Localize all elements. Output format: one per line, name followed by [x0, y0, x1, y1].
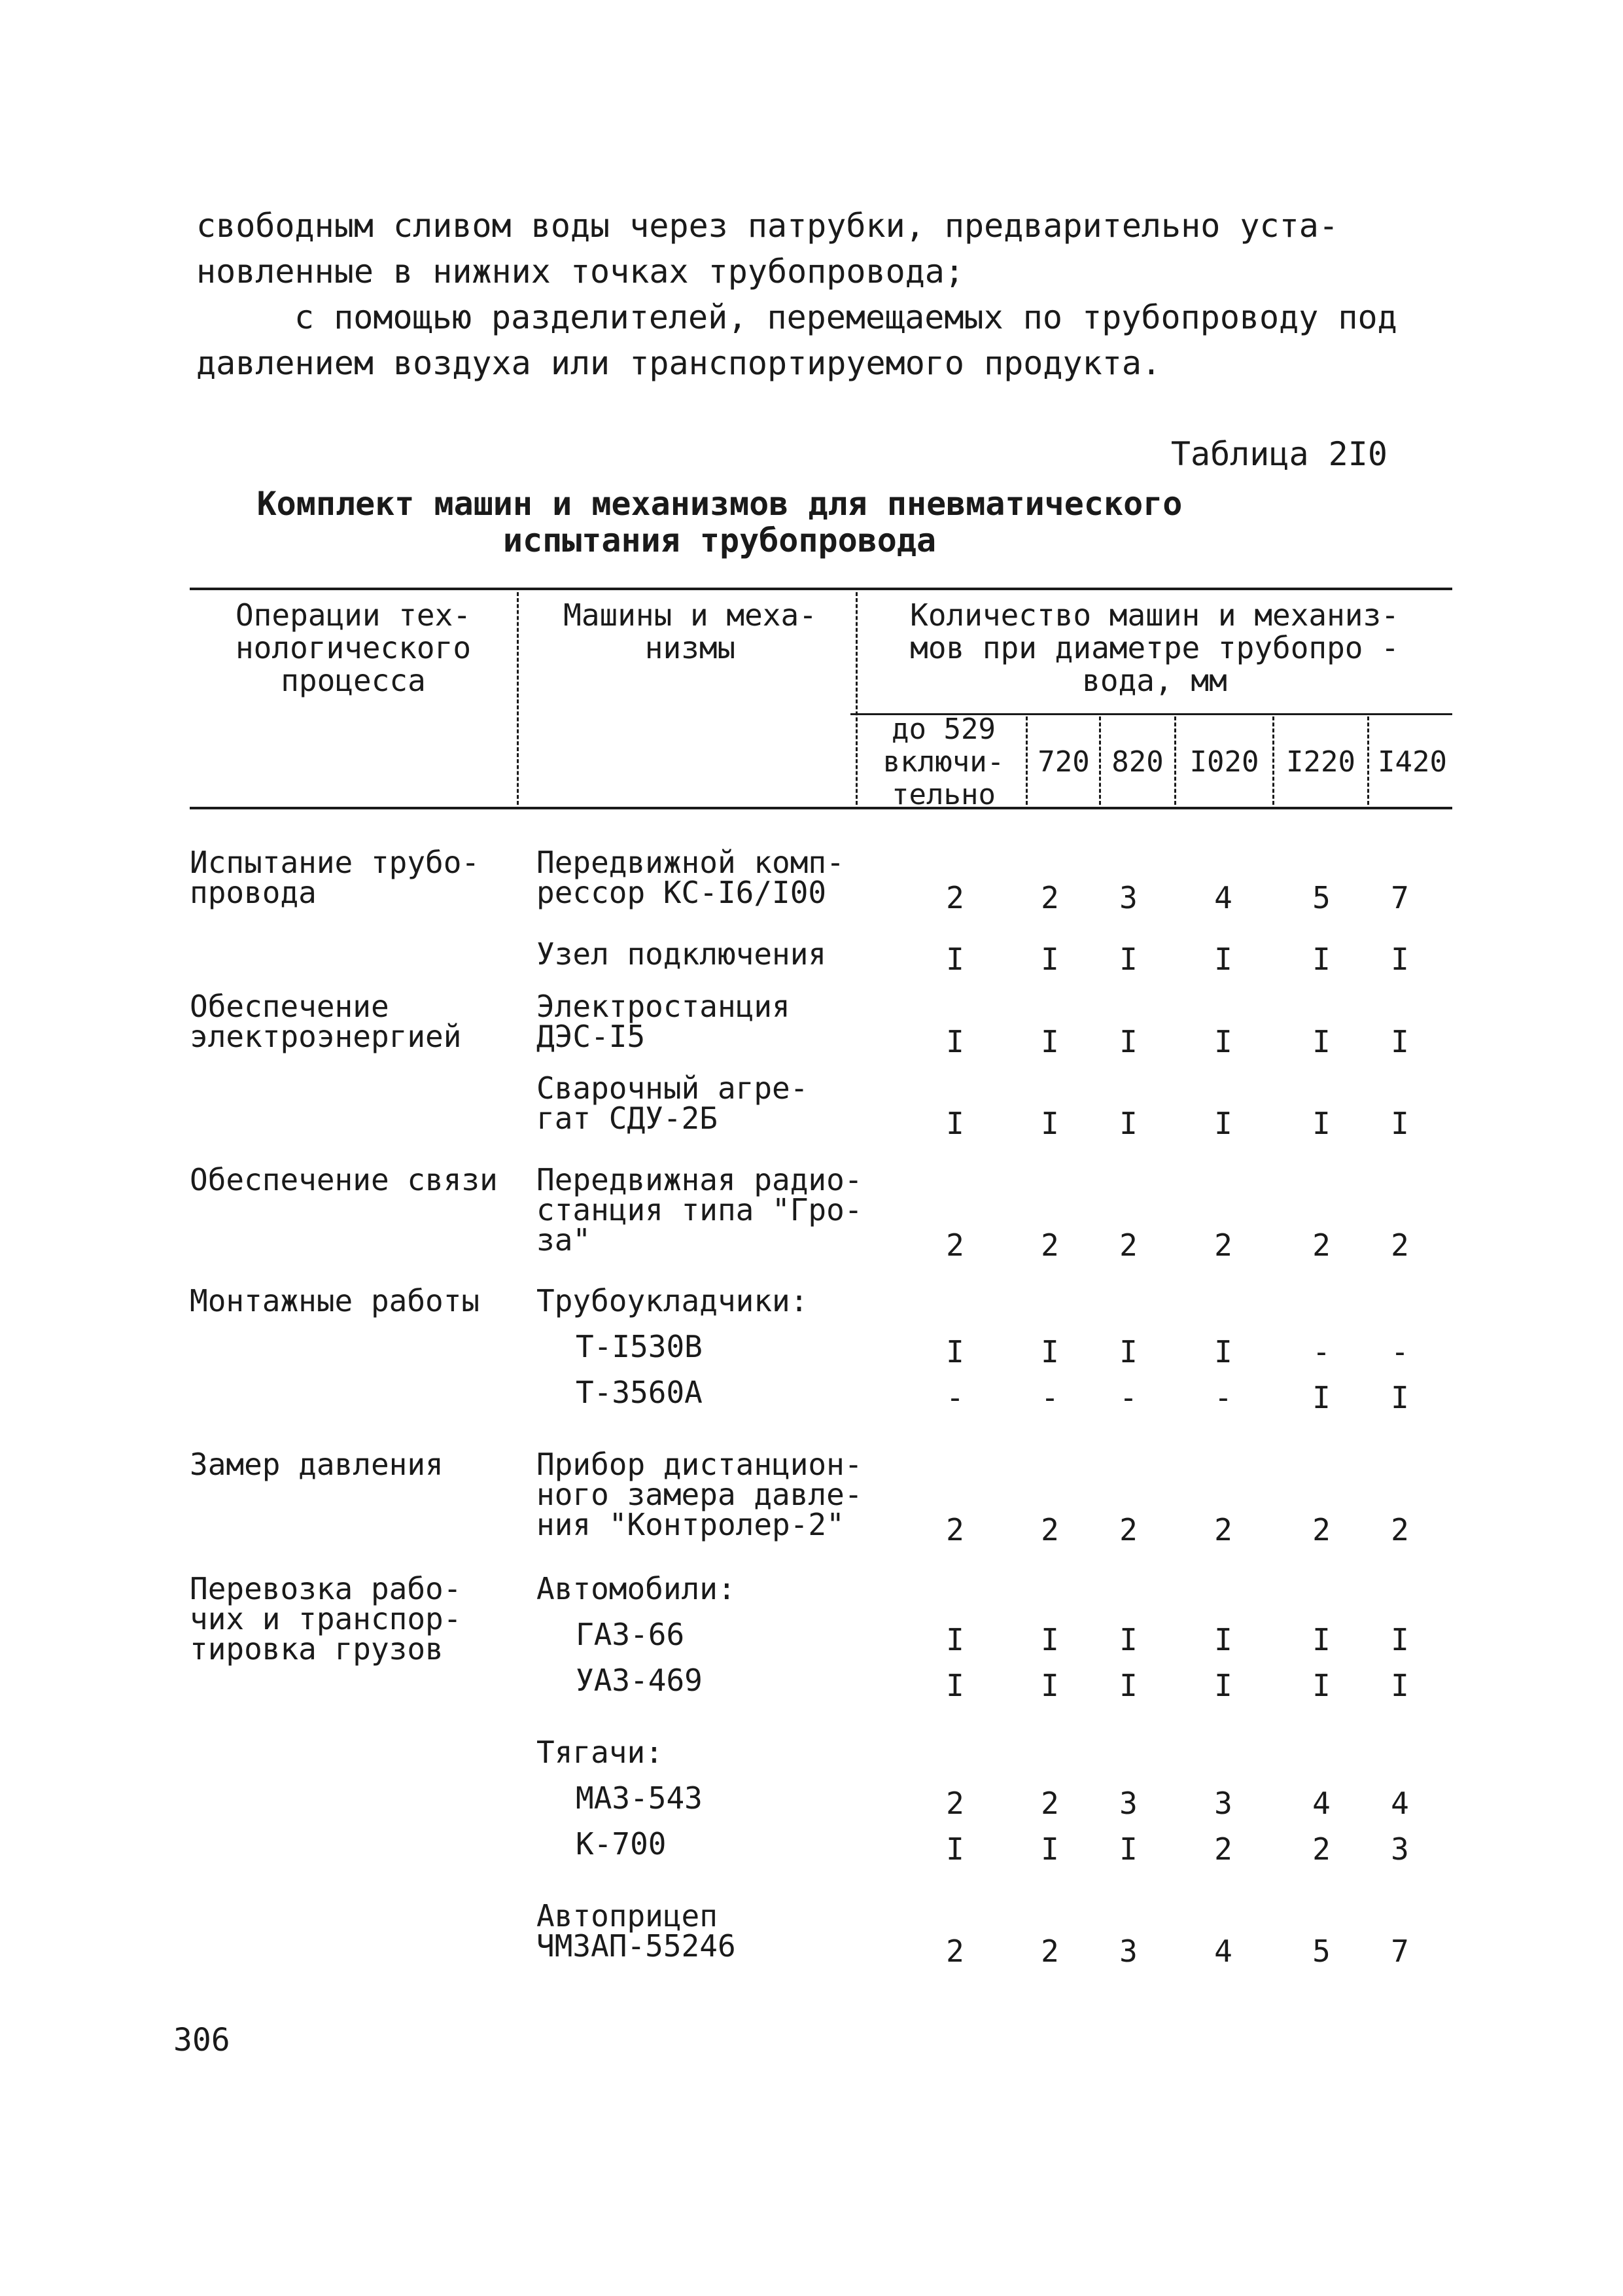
quantity-cell: 2	[946, 1934, 964, 1969]
quantity-cell: I	[946, 1668, 964, 1703]
quantity-cell: 2	[1312, 1512, 1331, 1547]
intro-line-3: с помощью разделителей, перемещаемых по трубопроводу под	[294, 298, 1397, 336]
machine-cell: Передвижная радио- станция типа "Гро- за"	[536, 1162, 863, 1258]
quantity-cell: I	[1312, 1106, 1331, 1141]
quantity-cell: 4	[1312, 1786, 1331, 1821]
header-divider-d3	[1272, 716, 1274, 805]
quantity-cell: 7	[1391, 880, 1409, 915]
header-divider-d1	[1099, 716, 1101, 805]
header-d4: I220	[1286, 745, 1355, 779]
machine-cell: К-700	[576, 1826, 667, 1862]
quantity-cell: I	[1312, 1668, 1331, 1703]
quantity-cell: 2	[946, 880, 964, 915]
quantity-cell: -	[1119, 1380, 1138, 1415]
header-d1: 720	[1038, 745, 1090, 779]
table-title-line-2: испытания трубопровода	[502, 521, 937, 559]
quantity-cell: -	[1391, 1334, 1409, 1369]
quantity-cell: I	[1214, 1106, 1232, 1141]
quantity-cell: I	[1214, 1622, 1232, 1657]
operation-cell: Монтажные работы	[190, 1283, 480, 1318]
quantity-cell: 2	[946, 1786, 964, 1821]
quantity-cell: -	[1312, 1334, 1331, 1369]
quantity-cell: I	[1041, 1668, 1059, 1703]
quantity-cell: I	[1391, 1622, 1409, 1657]
machine-cell: МАЗ-543	[576, 1780, 703, 1816]
header-operation: Операции тех- нологического процесса	[235, 597, 472, 698]
quantity-cell: 2	[1312, 1831, 1331, 1867]
quantity-cell: 2	[946, 1227, 964, 1263]
table-number: Таблица 2I0	[1170, 435, 1387, 473]
operation-cell: Испытание трубо- провода	[190, 845, 480, 910]
machine-cell: ГАЗ-66	[576, 1617, 685, 1652]
quantity-cell: I	[946, 1106, 964, 1141]
quantity-cell: 4	[1214, 1934, 1232, 1969]
quantity-cell: 2	[1391, 1227, 1409, 1263]
machine-cell: Сварочный агре- гат СДУ-2Б	[536, 1070, 809, 1136]
quantity-cell: 2	[1391, 1512, 1409, 1547]
header-divider-op	[517, 592, 519, 805]
quantity-cell: 2	[1119, 1227, 1138, 1263]
quantity-cell: I	[1119, 1106, 1138, 1141]
quantity-cell: 3	[1119, 880, 1138, 915]
quantity-cell: 4	[1214, 880, 1232, 915]
quantity-cell: I	[1119, 1024, 1138, 1059]
quantity-cell: 3	[1119, 1786, 1138, 1821]
quantity-cell: 2	[1041, 1786, 1059, 1821]
quantity-cell: 4	[1391, 1786, 1409, 1821]
quantity-cell: 3	[1214, 1786, 1232, 1821]
quantity-cell: I	[1312, 942, 1331, 977]
quantity-cell: I	[946, 1024, 964, 1059]
quantity-cell: I	[1391, 1106, 1409, 1141]
operation-cell: Замер давления	[190, 1447, 444, 1482]
quantity-cell: I	[1119, 1831, 1138, 1867]
quantity-cell: I	[1391, 1380, 1409, 1415]
machine-cell: Передвижной комп- рессор КС-I6/I00	[536, 845, 845, 910]
quantity-cell: I	[1041, 1024, 1059, 1059]
quantity-cell: I	[1391, 1024, 1409, 1059]
quantity-cell: I	[1041, 1622, 1059, 1657]
header-divider-d2	[1174, 716, 1176, 805]
intro-line-2: новленные в нижних точках трубопровода;	[196, 253, 964, 291]
operation-cell: Перевозка рабо- чих и транспор- тировка грузов	[190, 1571, 462, 1667]
quantity-cell: I	[1312, 1024, 1331, 1059]
quantity-cell: 2	[1214, 1512, 1232, 1547]
quantity-cell: 2	[1119, 1512, 1138, 1547]
intro-line-1: свободным сливом воды через патрубки, предварительно уста-	[196, 207, 1338, 245]
header-divider-d4	[1367, 716, 1369, 805]
machine-cell: Тягачи:	[536, 1735, 663, 1770]
machine-cell: Прибор дистанцион- ного замера давле- ния "Контролер-2"	[536, 1447, 863, 1542]
machine-cell: Т-3560А	[576, 1375, 703, 1410]
quantity-cell: 5	[1312, 1934, 1331, 1969]
operation-cell: Обеспечение электроэнергией	[190, 989, 462, 1054]
quantity-cell: I	[1041, 942, 1059, 977]
quantity-cell: I	[1312, 1380, 1331, 1415]
quantity-cell: I	[1214, 1024, 1232, 1059]
header-machines: Машины и меха- низмы	[563, 597, 817, 665]
quantity-cell: 7	[1391, 1934, 1409, 1969]
quantity-cell: 2	[946, 1512, 964, 1547]
machine-cell: Автоприцеп ЧМЗАП-55246	[536, 1898, 736, 1964]
header-divider-mach	[856, 592, 858, 805]
quantity-cell: I	[946, 1334, 964, 1369]
page-number: 306	[173, 2022, 230, 2058]
quantity-cell: 2	[1041, 1227, 1059, 1263]
quantity-cell: I	[946, 1622, 964, 1657]
machine-cell: Узел подключения	[536, 936, 827, 972]
quantity-cell: 2	[1041, 880, 1059, 915]
machine-cell: Автомобили:	[536, 1571, 736, 1606]
quantity-cell: 2	[1214, 1831, 1232, 1867]
quantity-cell: I	[1119, 1668, 1138, 1703]
machine-cell: Т-I530В	[576, 1329, 703, 1364]
quantity-cell: I	[1041, 1334, 1059, 1369]
operation-cell: Обеспечение связи	[190, 1162, 498, 1197]
quantity-cell: I	[1119, 1334, 1138, 1369]
quantity-cell: I	[1041, 1106, 1059, 1141]
header-d3: I020	[1189, 745, 1259, 779]
quantity-cell: I	[1119, 942, 1138, 977]
quantity-cell: -	[946, 1380, 964, 1415]
header-d5: I420	[1378, 745, 1447, 779]
quantity-cell: I	[946, 1831, 964, 1867]
quantity-cell: I	[1119, 1622, 1138, 1657]
quantity-cell: 3	[1119, 1934, 1138, 1969]
quantity-cell: I	[1391, 1668, 1409, 1703]
quantity-cell: I	[1391, 942, 1409, 977]
header-bottom-rule	[190, 807, 1452, 809]
quantity-cell: I	[1041, 1831, 1059, 1867]
machine-cell: УАЗ-469	[576, 1663, 703, 1698]
table-top-rule	[190, 588, 1452, 590]
quantity-cell: I	[1214, 1668, 1232, 1703]
header-d2: 820	[1111, 745, 1164, 779]
quantity-cell: I	[1214, 1334, 1232, 1369]
header-quantity: Количество машин и механиз- мов при диаметре трубопро - вода, мм	[910, 597, 1399, 698]
quantity-cell: 2	[1214, 1227, 1232, 1263]
quantity-cell: -	[1041, 1380, 1059, 1415]
quantity-cell: 2	[1041, 1512, 1059, 1547]
quantity-cell: 5	[1312, 880, 1331, 915]
quantity-cell: 3	[1391, 1831, 1409, 1867]
machine-cell: Электростанция ДЭС-I5	[536, 989, 790, 1054]
quantity-cell: -	[1214, 1380, 1232, 1415]
table-title-line-1: Комплект машин и механизмов для пневматического	[256, 485, 1183, 523]
header-d0: до 529 включи- тельно	[882, 713, 1005, 811]
quantity-cell: I	[946, 942, 964, 977]
quantity-cell: I	[1312, 1622, 1331, 1657]
intro-line-4: давлением воздуха или транспортируемого продукта.	[196, 344, 1162, 382]
machine-cell: Трубоукладчики:	[536, 1283, 809, 1318]
quantity-cell: 2	[1312, 1227, 1331, 1263]
quantity-cell: 2	[1041, 1934, 1059, 1969]
quantity-cell: I	[1214, 942, 1232, 977]
